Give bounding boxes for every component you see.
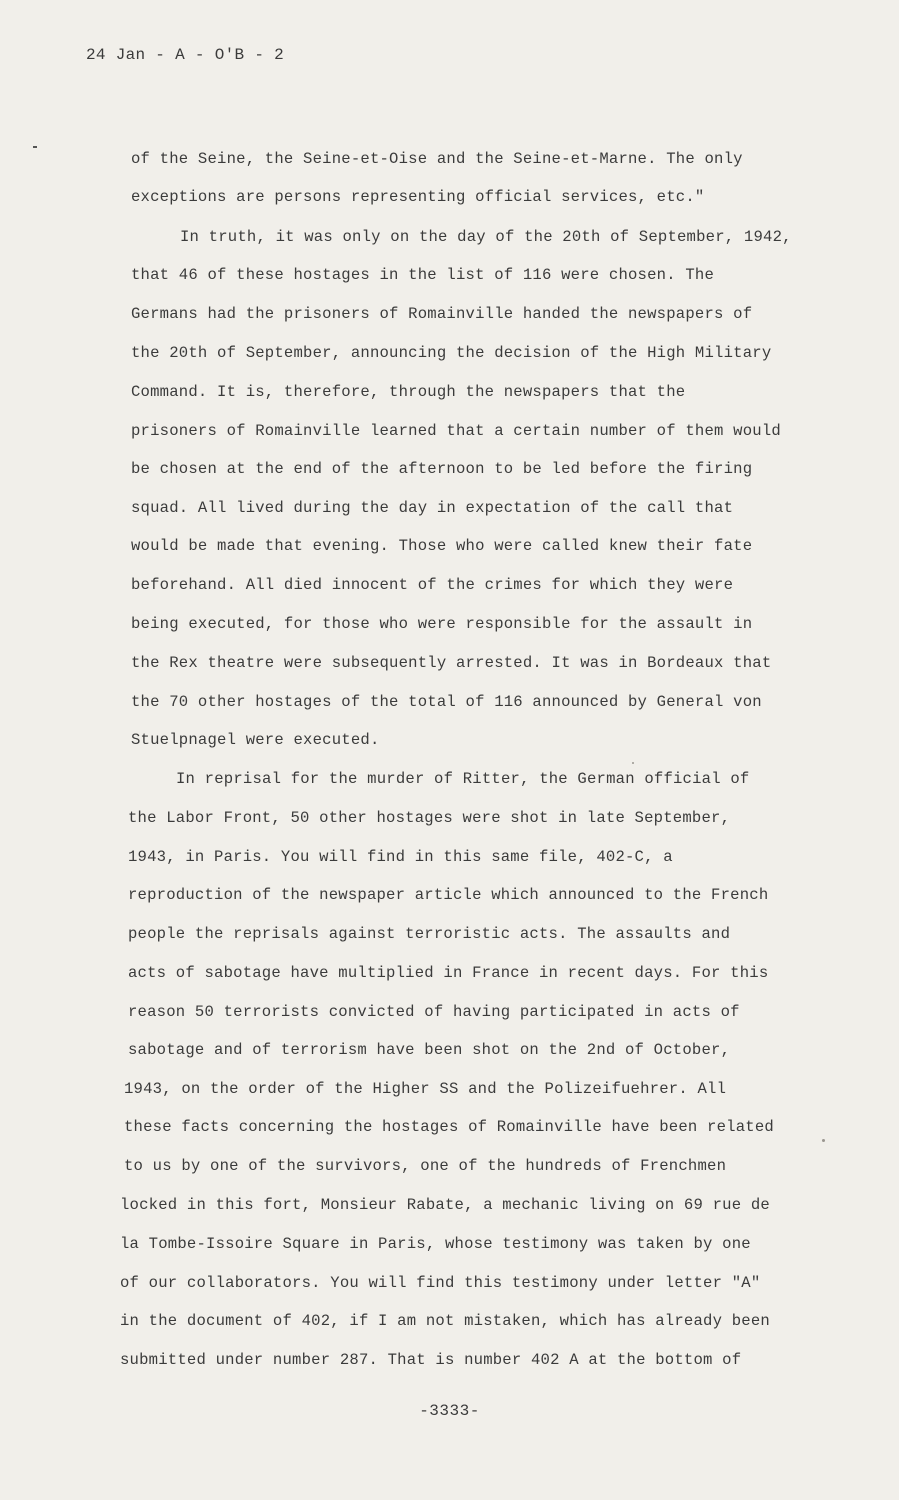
text-line: to us by one of the survivors, one of the hundreds of Frenchmen xyxy=(124,1157,727,1175)
text-line: Stuelpnagel were executed. xyxy=(131,731,380,749)
text-line: being executed, for those who were responsible for the assault in xyxy=(131,615,753,633)
text-line: these facts concerning the hostages of Romainville have been related xyxy=(124,1118,774,1136)
text-line: sabotage and of terrorism have been shot on the 2nd of October, xyxy=(128,1041,731,1059)
paper-speck xyxy=(632,762,634,764)
text-line: exceptions are persons representing official services, etc." xyxy=(131,188,705,206)
text-line: in the document of 402, if I am not mistaken, which has already been xyxy=(120,1312,770,1330)
text-line: people the reprisals against terroristic acts. The assaults and xyxy=(128,925,731,943)
text-line: squad. All lived during the day in expectation of the call that xyxy=(131,499,734,517)
page-number: -3333- xyxy=(419,1402,480,1420)
text-line: beforehand. All died innocent of the crimes for which they were xyxy=(131,576,734,594)
text-line: the 70 other hostages of the total of 116 announced by General von xyxy=(131,693,762,711)
paper-speck xyxy=(822,1139,825,1142)
text-line: of the Seine, the Seine-et-Oise and the Seine-et-Marne. The only xyxy=(131,150,743,168)
text-line: that 46 of these hostages in the list of 116 were chosen. The xyxy=(131,266,715,284)
text-line: Command. It is, therefore, through the newspapers that the xyxy=(131,383,686,401)
text-line: reason 50 terrorists convicted of having participated in acts of xyxy=(128,1003,740,1021)
text-line: the Labor Front, 50 other hostages were shot in late September, xyxy=(128,809,731,827)
text-line: submitted under number 287. That is number 402 A at the bottom of xyxy=(120,1351,742,1369)
text-line: In truth, it was only on the day of the 20th of September, 1942, xyxy=(180,228,792,246)
text-line: acts of sabotage have multiplied in France in recent days. For this xyxy=(128,964,769,982)
text-line: Germans had the prisoners of Romainville handed the newspapers of xyxy=(131,305,753,323)
text-line: 1943, on the order of the Higher SS and the Polizeifuehrer. All xyxy=(124,1080,727,1098)
text-line: be chosen at the end of the afternoon to be led before the firing xyxy=(131,460,753,478)
text-line: would be made that evening. Those who were called knew their fate xyxy=(131,537,753,555)
text-line: locked in this fort, Monsieur Rabate, a mechanic living on 69 rue de xyxy=(120,1196,770,1214)
text-line: the Rex theatre were subsequently arrested. It was in Bordeaux that xyxy=(131,654,772,672)
text-line: the 20th of September, announcing the decision of the High Military xyxy=(131,344,772,362)
text-line: la Tombe-Issoire Square in Paris, whose testimony was taken by one xyxy=(120,1235,751,1253)
text-line: prisoners of Romainville learned that a certain number of them would xyxy=(131,422,781,440)
margin-mark xyxy=(33,146,37,148)
text-line: 1943, in Paris. You will find in this same file, 402-C, a xyxy=(128,848,673,866)
page-header: 24 Jan - A - O'B - 2 xyxy=(86,46,285,64)
text-line: of our collaborators. You will find this testimony under letter "A" xyxy=(120,1274,761,1292)
text-line: reproduction of the newspaper article which announced to the French xyxy=(128,886,769,904)
text-line: In reprisal for the murder of Ritter, the German official of xyxy=(176,770,750,788)
